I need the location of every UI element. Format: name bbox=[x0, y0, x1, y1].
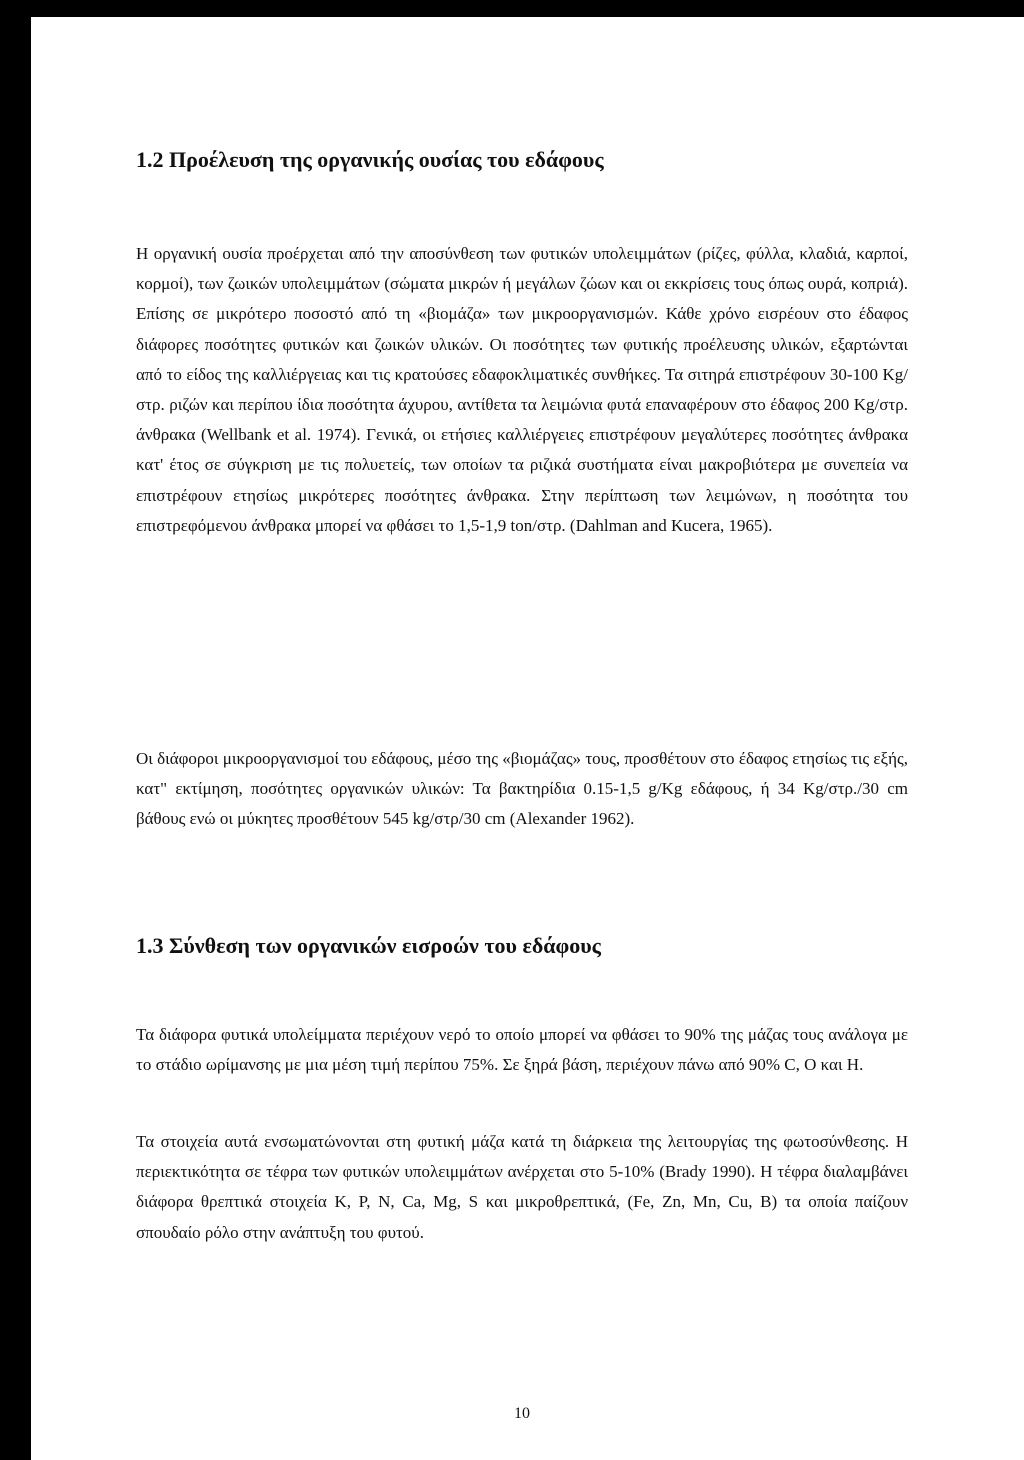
section-heading-1-2: 1.2 Προέλευση της οργανικής ουσίας του εδάφους bbox=[136, 147, 604, 172]
page-number: 10 bbox=[514, 1405, 530, 1422]
paragraph-origin-of-organic-matter: Η οργανική ουσία προέρχεται από την αποσύνθεση των φυτικών υπολειμμάτων (ρίζες, φύλλα, κλαδιά, καρποί, κορμοί), των ζωικών υπολειμμάτων (σώματα μικρών ή μεγάλων ζώων και οι εκκρίσεις τους όπως ουρά, κοπριά). Επίσης σε μικρότερο ποσοστό από τη «βιομάζα» των μικροοργανισμών. Κάθε χρόνο εισρέουν στο έδαφος διάφορες ποσότητες φυτικών και ζωικών υλικών. Οι ποσότητες των φυτικής προέλευσης υλικών, εξαρτώνται από το είδος της καλλιέργειας και τις κρατούσες εδαφοκλιματικές συνθήκες. Τα σιτηρά επιστρέφουν 30-100 Kg/στρ. ριζών και περίπου ίδια ποσότητα άχυρου, αντίθετα τα λειμώνια φυτά επαναφέρουν στο έδαφος 200 Kg/στρ. άνθρακα (Wellbank et al. 1974). Γενικά, οι ετήσιες καλλιέργειες επιστρέφουν μεγαλύτερες ποσότητες άνθρακα κατ' έτος σε σύγκριση με τις πολυετείς, των οποίων τα ριζικά συστήματα είναι μακροβιότερα με συνεπεία να επιστρέφουν ετησίως μικρότερες ποσότητες άνθρακα. Στην περίπτωση των λειμώνων, η ποσότητα του επιστρεφόμενου άνθρακα μπορεί να φθάσει το 1,5-1,9 ton/στρ. (Dahlman and Kucera, 1965). bbox=[136, 244, 908, 535]
paragraph-microorganism-contribution: Οι διάφοροι μικροοργανισμοί του εδάφους, μέσο της «βιομάζας» τους, προσθέτουν στο έδαφος ετησίως τις εξής, κατ" εκτίμηση, ποσότητες οργανικών υλικών: Τα βακτηρίδια 0.15-1,5 g/Kg εδάφους, ή 34 Kg/στρ./30 cm βάθους ενώ οι μύκητες προσθέτουν 545 kg/στρ/30 cm (Alexander 1962). bbox=[136, 749, 908, 829]
document-page bbox=[31, 17, 1024, 1460]
paragraph-plant-residue-water: Τα διάφορα φυτικά υπολείμματα περιέχουν νερό το οποίο μπορεί να φθάσει το 90% της μάζας τους ανάλογα με το στάδιο ωρίμανσης με μια μέση τιμή περίπου 75%. Σε ξηρά βάση, περιέχουν πάνω από 90% C, O και H. bbox=[136, 1025, 908, 1075]
section-heading-1-3: 1.3 Σύνθεση των οργανικών εισροών του εδάφους bbox=[136, 933, 601, 958]
paragraph-plant-residue-elements: Τα στοιχεία αυτά ενσωματώνονται στη φυτική μάζα κατά τη διάρκεια της λειτουργίας της φωτοσύνθεσης. Η περιεκτικότητα σε τέφρα των φυτικών υπολειμμάτων ανέρχεται στο 5-10% (Brady 1990). Η τέφρα διαλαμβάνει διάφορα θρεπτικά στοιχεία K, P, N, Ca, Mg, S και μικροθρεπτικά, (Fe, Zn, Mn, Cu, B) τα οποία παίζουν σπουδαίο ρόλο στην ανάπτυξη του φυτού. bbox=[136, 1132, 908, 1242]
